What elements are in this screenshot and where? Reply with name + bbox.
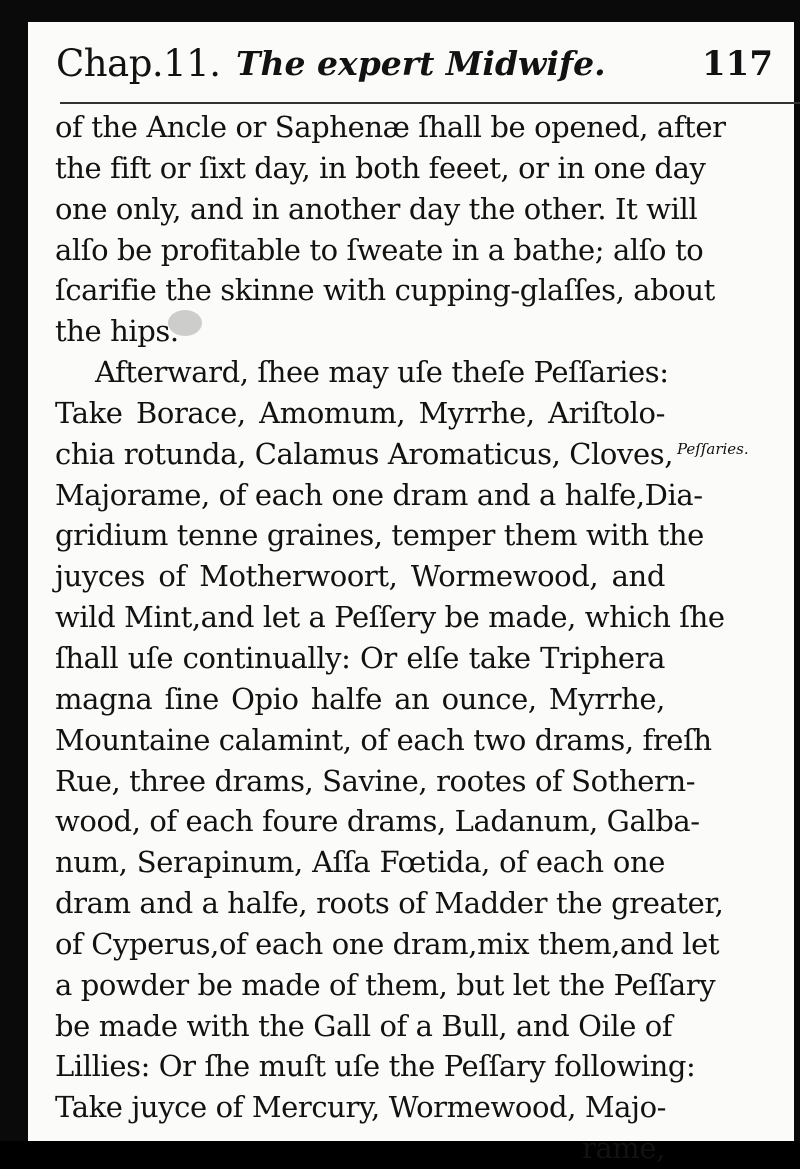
text-line: Mountaine calamint, of each two drams, freſh bbox=[55, 722, 712, 757]
text-line: ſcarifie the skinne with cupping-glaſſes, about bbox=[55, 273, 715, 308]
text-line: one only, and in another day the other. It will bbox=[55, 191, 698, 226]
catchword: rame, bbox=[581, 1131, 665, 1166]
text-line: dram and a halfe, roots of Madder the greater, bbox=[55, 886, 724, 921]
text-line: magna ſine Opio halfe an ounce, Myrrhe, bbox=[55, 681, 665, 716]
text-line: a powder be made of them, but let the Peſſary bbox=[55, 967, 716, 1002]
running-head bbox=[56, 38, 773, 98]
text-line: Rue, three drams, Savine, rootes of Sothern- bbox=[55, 763, 696, 798]
text-line: juyces of Motherwoort, Wormewood, and bbox=[55, 559, 665, 594]
scan-border-left bbox=[0, 0, 28, 1141]
text-line: wild Mint,and let a Peſſery be made, which ſhe bbox=[55, 600, 725, 635]
scan-border-top bbox=[0, 0, 800, 22]
text-line: wood, of each foure drams, Ladanum, Galba- bbox=[55, 804, 700, 839]
text-line: num, Serapinum, Aſſa Fœtida, of each one bbox=[55, 845, 665, 880]
text-line: Majorame, of each one dram and a halfe,Dia- bbox=[55, 477, 703, 512]
margin-note: Peſſaries. bbox=[677, 440, 749, 458]
text-line: Take Borace, Amomum, Myrrhe, Ariſtolo- bbox=[55, 395, 665, 430]
text-line: be made with the Gall of a Bull, and Oile of bbox=[55, 1008, 673, 1043]
body-text bbox=[55, 107, 726, 1169]
header-rule bbox=[60, 102, 800, 104]
text-line: gridium tenne graines, temper them with the bbox=[55, 518, 704, 553]
book-title: The expert Midwife. bbox=[236, 44, 606, 83]
text-line: of the Ancle or Saphenæ ſhall be opened, after bbox=[55, 110, 726, 144]
text-line: Afterward, ſhee may uſe theſe Peſſaries: bbox=[95, 355, 669, 390]
text-line: the hips. bbox=[55, 314, 179, 349]
text-line: of Cyperus,of each one dram,mix them,and let bbox=[55, 926, 720, 961]
text-line: alſo be profitable to ſweate in a bathe; alſo to bbox=[55, 232, 704, 267]
text-line: Take juyce of Mercury, Wormewood, Majo- bbox=[55, 1090, 667, 1125]
text-line: the fift or ſixt day, in both feeet, or in one day bbox=[55, 150, 706, 185]
text-line: ſhall uſe continually: Or elſe take Triphera bbox=[55, 640, 665, 675]
scan-border-right bbox=[794, 0, 800, 1141]
chapter-label: Chap.11. bbox=[56, 42, 221, 85]
text-line: chia rotunda, Calamus Aromaticus, Cloves, bbox=[55, 436, 674, 471]
text-line: Lillies: Or ſhe muſt uſe the Peſſary following: bbox=[55, 1049, 696, 1084]
page-number: 117 bbox=[702, 44, 773, 84]
